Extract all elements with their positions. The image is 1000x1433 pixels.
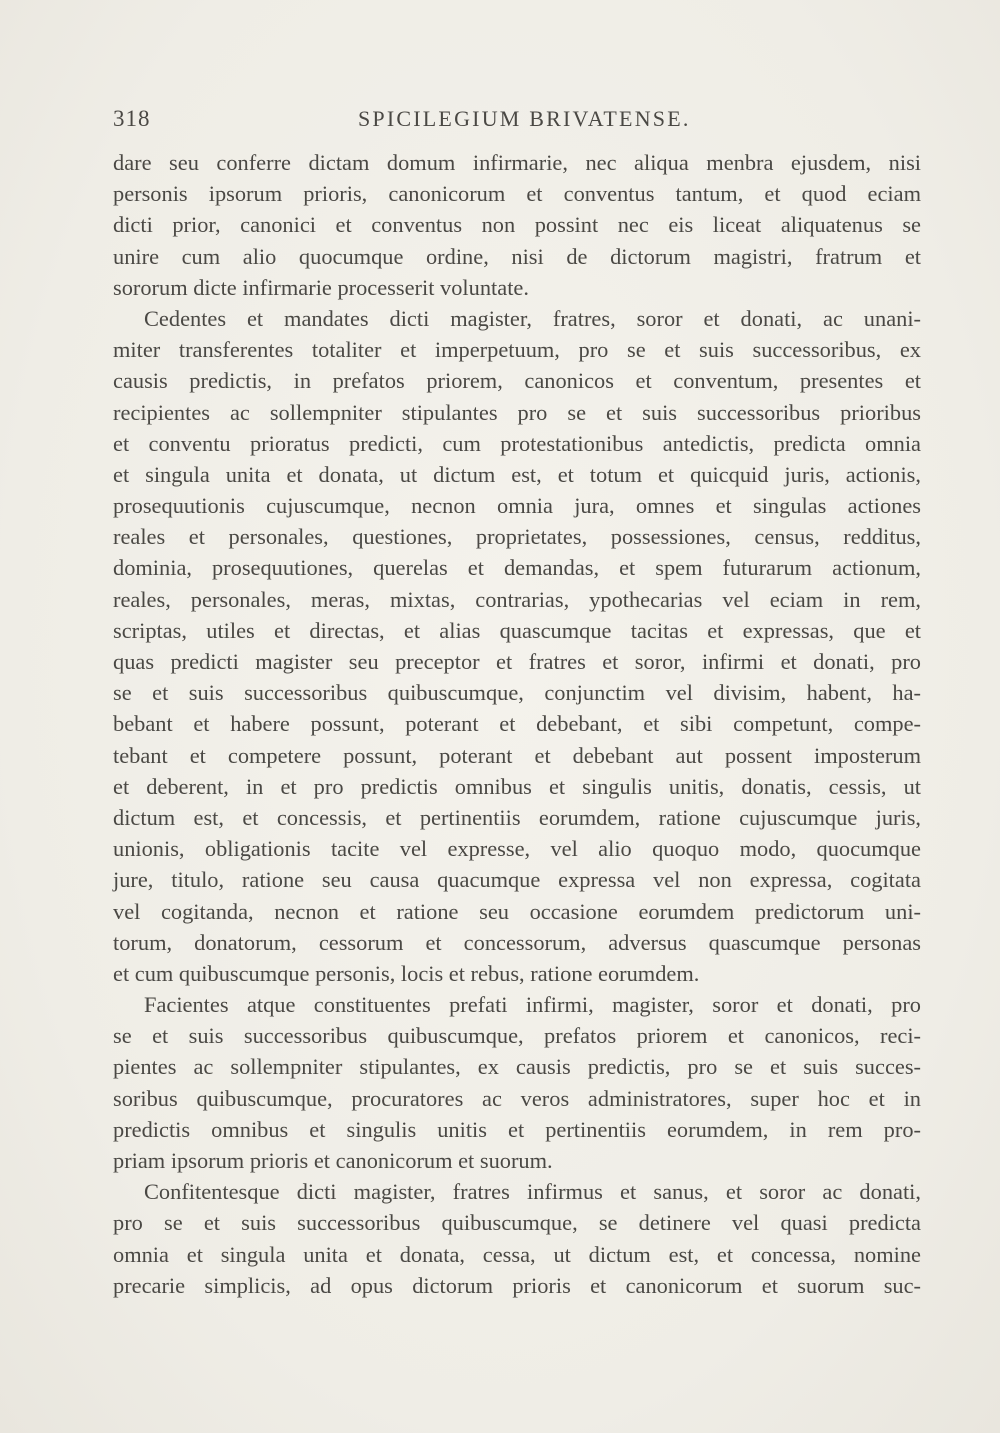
text-line: recipientes ac sollempniter stipulantes pro se et suis successoribus prioribus	[113, 399, 921, 425]
text-line: precarie simplicis, ad opus dictorum prioris et canonicorum et suorum suc-	[113, 1272, 921, 1298]
text-line: dicti prior, canonici et conventus non possint nec eis liceat aliquatenus se	[113, 212, 921, 238]
text-line: Confitentesque dicti magister, fratres infirmus et sanus, et soror ac donati,	[144, 1179, 921, 1205]
text-line: prosequutionis cujuscumque, necnon omnia jura, omnes et singulas actiones	[113, 493, 921, 519]
text-line: miter transferentes totaliter et imperpetuum, pro se et suis successoribus, ex	[113, 337, 921, 363]
text-line: torum, donatorum, cessorum et concessorum, adversus quascumque personas	[113, 929, 921, 955]
text-line: tebant et competere possunt, poterant et debebant aut possent imposterum	[113, 742, 921, 768]
text-line: et singula unita et donata, ut dictum est, et totum et quicquid juris, actionis,	[113, 461, 921, 487]
text-line: predictis omnibus et singulis unitis et pertinentiis eorumdem, in rem pro-	[113, 1116, 921, 1142]
text-line: unionis, obligationis tacite vel expresse, vel alio quoquo modo, quocumque	[113, 836, 921, 862]
text-line: personis ipsorum prioris, canonicorum et conventus tantum, et quod eciam	[113, 181, 921, 207]
text-line: et deberent, in et pro predictis omnibus et singulis unitis, donatis, cessis, ut	[113, 773, 921, 799]
text-line: Facientes atque constituentes prefati infirmi, magister, soror et donati, pro	[144, 992, 921, 1018]
text-line: jure, titulo, ratione seu causa quacumque expressa vel non expressa, cogitata	[113, 867, 921, 893]
text-line: se et suis successoribus quibuscumque, prefatos priorem et canonicos, reci-	[113, 1023, 921, 1049]
text-line: vel cogitanda, necnon et ratione seu occasione eorumdem predictorum uni-	[113, 898, 921, 924]
text-line: se et suis successoribus quibuscumque, conjunctim vel divisim, habent, ha-	[113, 680, 921, 706]
body-text	[113, 147, 921, 1301]
text-line: reales et personales, questiones, proprietates, possessiones, census, redditus,	[113, 524, 921, 550]
text-line: soribus quibuscumque, procuratores ac veros administratores, super hoc et in	[113, 1085, 921, 1111]
text-line: bebant et habere possunt, poterant et debebant, et sibi competunt, compe-	[113, 711, 921, 737]
text-line: causis predictis, in prefatos priorem, canonicos et conventum, presentes et	[113, 368, 921, 394]
text-line: sororum dicte infirmarie processerit voluntate.	[113, 274, 529, 300]
text-line: omnia et singula unita et donata, cessa, ut dictum est, et concessa, nomine	[113, 1241, 921, 1267]
text-line: quas predicti magister seu preceptor et fratres et soror, infirmi et donati, pro	[113, 649, 921, 674]
running-title: SPICILEGIUM BRIVATENSE.	[358, 106, 691, 131]
page-number: 318	[113, 106, 151, 131]
text-line: et conventu prioratus predicti, cum protestationibus antedictis, predicta omnia	[113, 430, 921, 456]
text-line: pientes ac sollempniter stipulantes, ex causis predictis, pro se et suis succes-	[113, 1054, 921, 1080]
text-line: reales, personales, meras, mixtas, contrarias, ypothecarias vel eciam in rem,	[113, 586, 921, 612]
text-line: Cedentes et mandates dicti magister, fratres, soror et donati, ac unani-	[144, 305, 921, 331]
text-line: dare seu conferre dictam domum infirmarie, nec aliqua menbra ejusdem, nisi	[113, 150, 921, 175]
text-line: dominia, prosequutiones, querelas et demandas, et spem futurarum actionum,	[113, 555, 921, 581]
text-line: scriptas, utiles et directas, et alias quascumque tacitas et expressas, que et	[113, 617, 921, 643]
text-line: dictum est, et concessis, et pertinentiis eorumdem, ratione cujuscumque juris,	[113, 804, 921, 830]
running-head	[113, 106, 921, 136]
text-line: priam ipsorum prioris et canonicorum et suorum.	[113, 1148, 553, 1173]
text-line: et cum quibuscumque personis, locis et rebus, ratione eorumdem.	[113, 960, 700, 986]
text-line: unire cum alio quocumque ordine, nisi de dictorum magistri, fratrum et	[113, 243, 921, 269]
text-line: pro se et suis successoribus quibuscumque, se detinere vel quasi predicta	[113, 1210, 921, 1236]
